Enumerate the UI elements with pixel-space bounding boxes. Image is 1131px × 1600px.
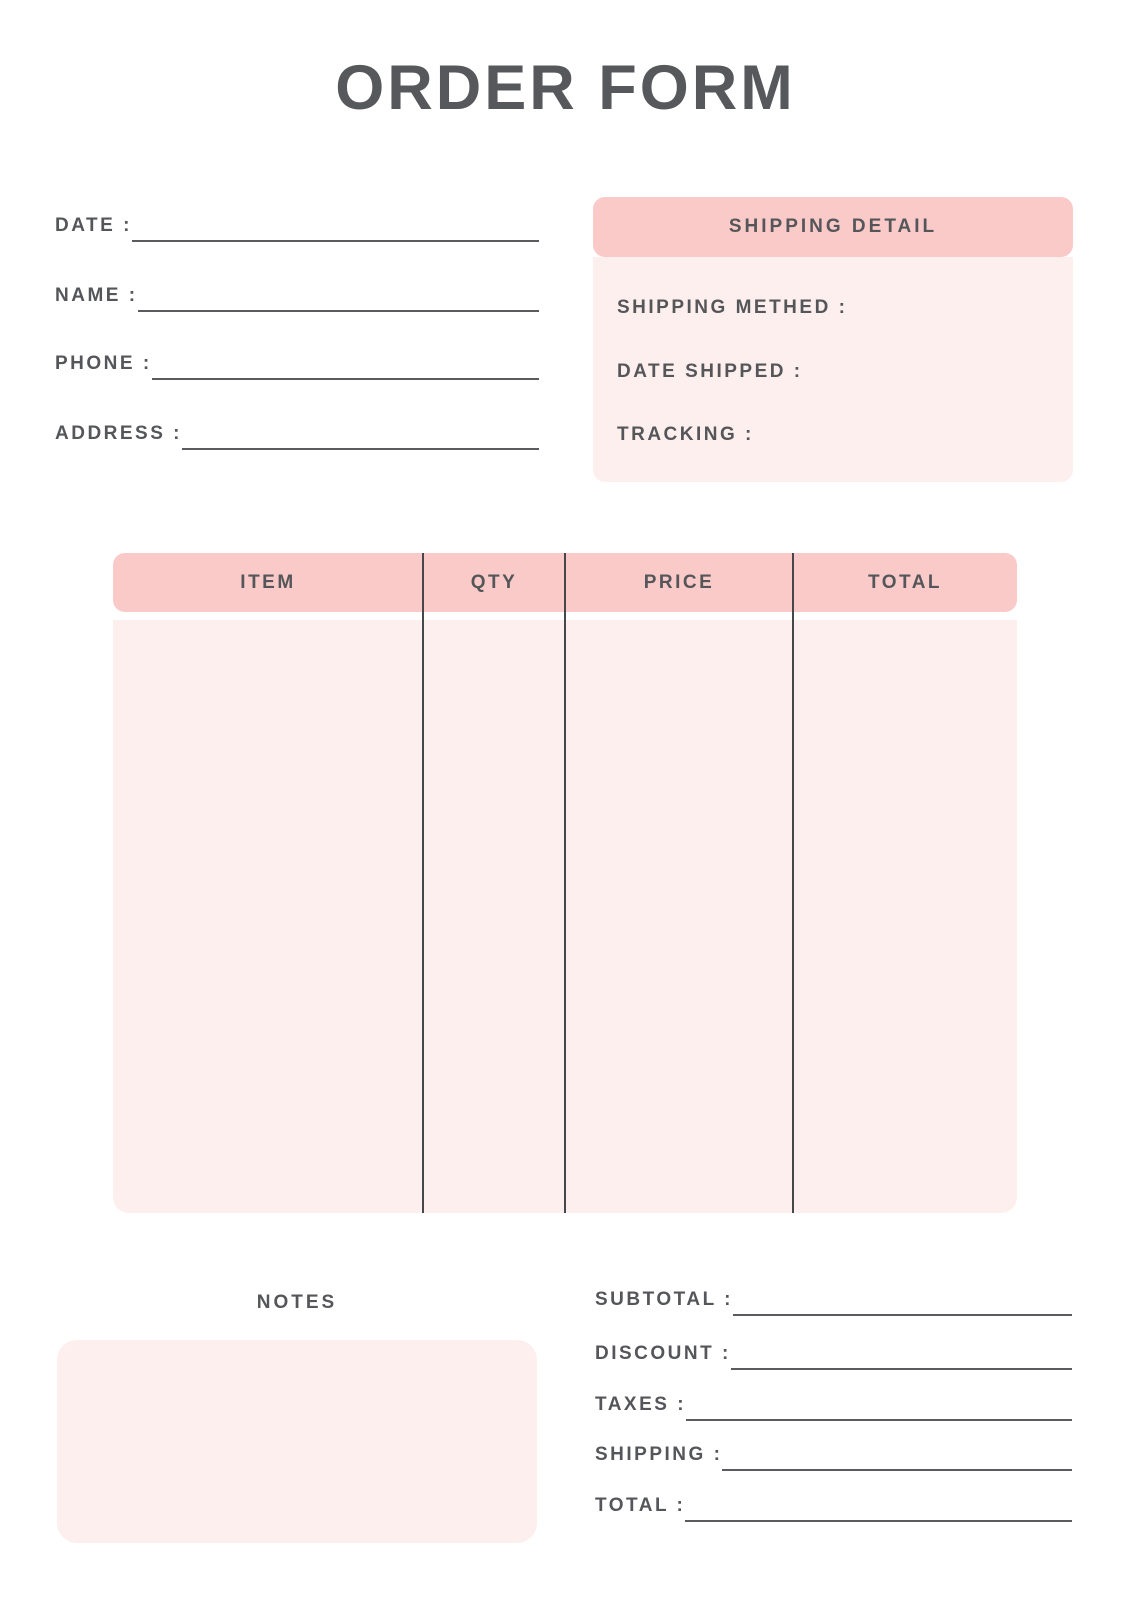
subtotal-input-line[interactable] [733, 1282, 1072, 1316]
date-label: DATE : [55, 215, 132, 236]
total-input-line[interactable] [685, 1488, 1072, 1522]
shipping-detail-title: SHIPPING DETAIL [728, 216, 938, 237]
address-input-line[interactable] [182, 416, 539, 450]
name-field-row [55, 278, 539, 312]
phone-field-row [55, 346, 539, 380]
column-header-item: ITEM [240, 571, 296, 593]
table-column-divider [792, 553, 794, 1213]
table-column-divider [564, 553, 566, 1213]
address-label: ADDRESS : [55, 423, 183, 444]
shipping-detail-panel [593, 257, 1073, 482]
total-label: TOTAL : [595, 1495, 686, 1516]
name-label: NAME : [55, 285, 138, 306]
shipping-detail-header [593, 197, 1073, 257]
shipping-cost-field-row [595, 1437, 1072, 1471]
date-input-line[interactable] [132, 208, 539, 242]
table-column-divider [422, 553, 424, 1213]
total-field-row [595, 1488, 1072, 1522]
taxes-label: TAXES : [595, 1394, 687, 1415]
column-header-qty: QTY [470, 571, 518, 593]
date-field-row [55, 208, 539, 242]
subtotal-label: SUBTOTAL : [595, 1289, 733, 1310]
taxes-field-row [595, 1387, 1072, 1421]
discount-field-row [595, 1336, 1072, 1370]
discount-input-line[interactable] [731, 1336, 1072, 1370]
shipping-cost-label: SHIPPING : [595, 1444, 723, 1465]
column-header-price: PRICE [643, 571, 715, 593]
notes-label: NOTES [256, 1292, 338, 1313]
notes-box[interactable] [57, 1340, 537, 1543]
discount-label: DISCOUNT : [595, 1343, 731, 1364]
phone-input-line[interactable] [152, 346, 539, 380]
taxes-input-line[interactable] [686, 1387, 1072, 1421]
subtotal-field-row [595, 1282, 1072, 1316]
tracking-label: TRACKING : [617, 424, 754, 445]
page-title: ORDER FORM [335, 53, 796, 123]
address-field-row [55, 416, 539, 450]
name-input-line[interactable] [138, 278, 539, 312]
phone-label: PHONE : [55, 353, 152, 374]
date-shipped-label: DATE SHIPPED : [617, 361, 803, 382]
shipping-cost-input-line[interactable] [722, 1437, 1072, 1471]
shipping-method-label: SHIPPING METHED : [617, 297, 848, 318]
column-header-total: TOTAL [867, 571, 943, 593]
